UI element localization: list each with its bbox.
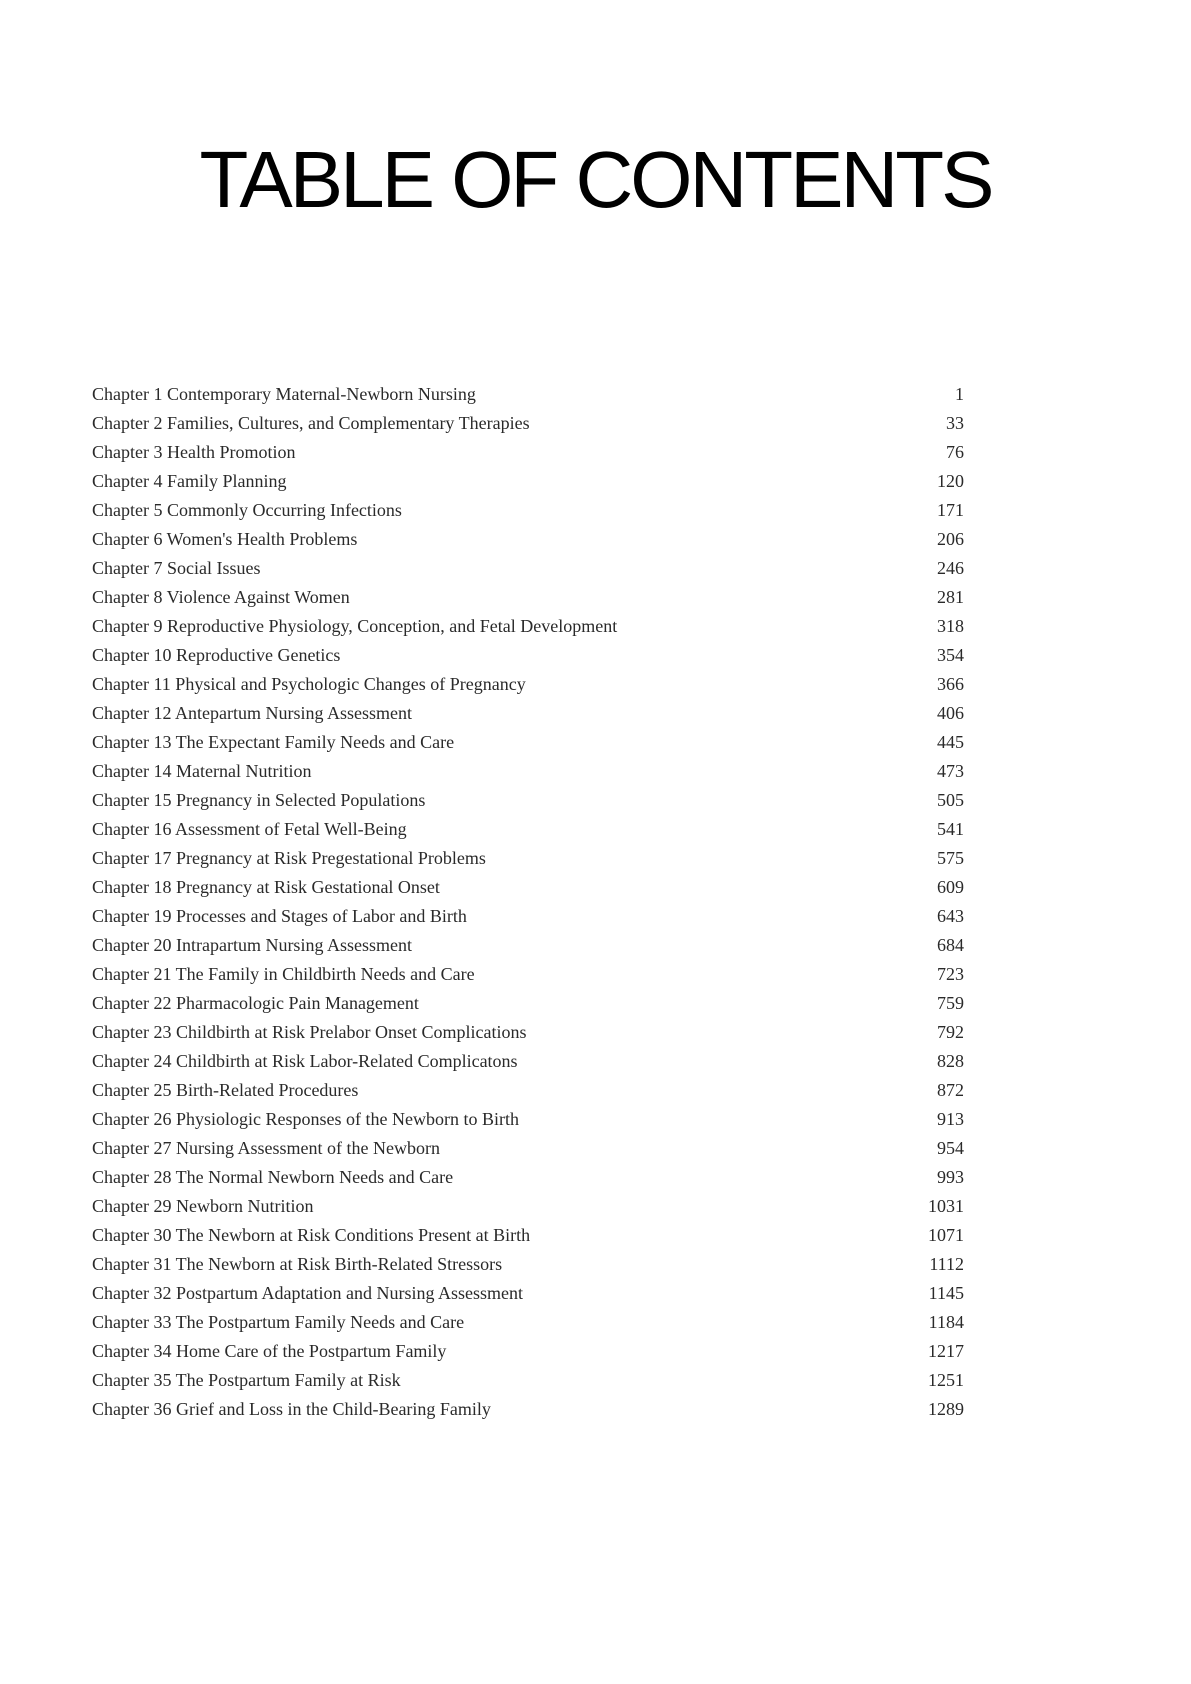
toc-row — [92, 960, 964, 989]
toc-row — [92, 1250, 964, 1279]
chapter-page-number: 406 — [937, 703, 964, 723]
chapter-title: Chapter 35 The Postpartum Family at Risk — [92, 1370, 401, 1390]
chapter-page-number: 913 — [937, 1109, 964, 1129]
toc-row — [92, 1163, 964, 1192]
toc-row — [92, 1279, 964, 1308]
chapter-title: Chapter 9 Reproductive Physiology, Conception, and Fetal Development — [92, 616, 618, 636]
chapter-title: Chapter 21 The Family in Childbirth Needs and Care — [92, 964, 475, 984]
chapter-title: Chapter 16 Assessment of Fetal Well-Being — [92, 819, 407, 839]
chapter-page-number: 1145 — [928, 1283, 964, 1303]
toc-row — [92, 1308, 964, 1337]
chapter-title: Chapter 13 The Expectant Family Needs and Care — [92, 732, 455, 752]
chapter-title: Chapter 1 Contemporary Maternal-Newborn Nursing — [92, 384, 476, 404]
chapter-title: Chapter 3 Health Promotion — [92, 442, 296, 462]
chapter-page-number: 828 — [937, 1051, 964, 1071]
toc-row — [92, 1018, 964, 1047]
chapter-page-number: 1 — [955, 384, 964, 404]
chapter-page-number: 76 — [946, 442, 964, 462]
chapter-title: Chapter 22 Pharmacologic Pain Management — [92, 993, 419, 1013]
toc-row — [92, 380, 964, 409]
chapter-title: Chapter 30 The Newborn at Risk Conditions Present at Birth — [92, 1225, 531, 1245]
toc-row — [92, 1105, 964, 1134]
chapter-title: Chapter 26 Physiologic Responses of the Newborn to Birth — [92, 1109, 519, 1129]
chapter-title: Chapter 25 Birth-Related Procedures — [92, 1080, 359, 1100]
toc-row — [92, 1047, 964, 1076]
toc-row — [92, 467, 964, 496]
toc-row — [92, 496, 964, 525]
toc-row — [92, 699, 964, 728]
chapter-page-number: 792 — [937, 1022, 964, 1042]
chapter-page-number: 1112 — [929, 1254, 964, 1274]
toc-row — [92, 728, 964, 757]
toc-row — [92, 1134, 964, 1163]
chapter-title: Chapter 15 Pregnancy in Selected Populations — [92, 790, 426, 810]
chapter-page-number: 366 — [937, 674, 964, 694]
toc-row — [92, 757, 964, 786]
page-title: TABLE OF CONTENTS — [199, 135, 992, 224]
toc-row — [92, 1076, 964, 1105]
chapter-title: Chapter 24 Childbirth at Risk Labor-Related Complicatons — [92, 1051, 518, 1071]
chapter-title: Chapter 34 Home Care of the Postpartum Family — [92, 1341, 447, 1361]
toc-row — [92, 525, 964, 554]
chapter-page-number: 505 — [937, 790, 964, 810]
chapter-title: Chapter 7 Social Issues — [92, 558, 261, 578]
chapter-title: Chapter 33 The Postpartum Family Needs and Care — [92, 1312, 465, 1332]
chapter-page-number: 1217 — [928, 1341, 964, 1361]
chapter-page-number: 643 — [937, 906, 964, 926]
toc-row — [92, 815, 964, 844]
toc-row — [92, 1395, 964, 1424]
chapter-title: Chapter 36 Grief and Loss in the Child-Bearing Family — [92, 1399, 491, 1419]
chapter-title: Chapter 10 Reproductive Genetics — [92, 645, 341, 665]
chapter-title: Chapter 28 The Normal Newborn Needs and Care — [92, 1167, 454, 1187]
chapter-title: Chapter 4 Family Planning — [92, 471, 287, 491]
toc-row — [92, 1192, 964, 1221]
chapter-page-number: 723 — [937, 964, 964, 984]
chapter-title: Chapter 29 Newborn Nutrition — [92, 1196, 314, 1216]
chapter-title: Chapter 2 Families, Cultures, and Complementary Therapies — [92, 413, 530, 433]
toc-row — [92, 438, 964, 467]
chapter-page-number: 281 — [937, 587, 964, 607]
toc-row — [92, 612, 964, 641]
toc-row — [92, 409, 964, 438]
toc-row — [92, 786, 964, 815]
toc-row — [92, 670, 964, 699]
toc-row — [92, 902, 964, 931]
chapter-page-number: 318 — [937, 616, 964, 636]
toc-row — [92, 989, 964, 1018]
chapter-title: Chapter 17 Pregnancy at Risk Pregestational Problems — [92, 848, 486, 868]
chapter-title: Chapter 14 Maternal Nutrition — [92, 761, 312, 781]
chapter-title: Chapter 31 The Newborn at Risk Birth-Related Stressors — [92, 1254, 503, 1274]
toc-row — [92, 1221, 964, 1250]
chapter-title: Chapter 5 Commonly Occurring Infections — [92, 500, 402, 520]
chapter-page-number: 541 — [937, 819, 964, 839]
chapter-title: Chapter 20 Intrapartum Nursing Assessment — [92, 935, 412, 955]
chapter-page-number: 33 — [946, 413, 964, 433]
toc-row — [92, 554, 964, 583]
chapter-title: Chapter 11 Physical and Psychologic Changes of Pregnancy — [92, 674, 526, 694]
chapter-page-number: 759 — [937, 993, 964, 1013]
chapter-title: Chapter 23 Childbirth at Risk Prelabor Onset Complications — [92, 1022, 527, 1042]
chapter-title: Chapter 18 Pregnancy at Risk Gestational Onset — [92, 877, 440, 897]
chapter-page-number: 246 — [937, 558, 964, 578]
chapter-page-number: 1031 — [928, 1196, 964, 1216]
chapter-title: Chapter 8 Violence Against Women — [92, 587, 350, 607]
chapter-title: Chapter 32 Postpartum Adaptation and Nursing Assessment — [92, 1283, 523, 1303]
toc-row — [92, 1337, 964, 1366]
chapter-page-number: 872 — [937, 1080, 964, 1100]
chapter-page-number: 1251 — [928, 1370, 964, 1390]
toc-row — [92, 931, 964, 960]
toc-row — [92, 1366, 964, 1395]
chapter-page-number: 171 — [937, 500, 964, 520]
toc-row — [92, 844, 964, 873]
chapter-page-number: 206 — [937, 529, 964, 549]
chapter-page-number: 1071 — [928, 1225, 964, 1245]
table-of-contents — [92, 380, 964, 1424]
chapter-title: Chapter 19 Processes and Stages of Labor and Birth — [92, 906, 467, 926]
chapter-page-number: 684 — [937, 935, 964, 955]
toc-row — [92, 583, 964, 612]
toc-row — [92, 641, 964, 670]
chapter-page-number: 1184 — [928, 1312, 964, 1332]
chapter-page-number: 609 — [937, 877, 964, 897]
chapter-page-number: 120 — [937, 471, 964, 491]
chapter-title: Chapter 12 Antepartum Nursing Assessment — [92, 703, 412, 723]
chapter-page-number: 954 — [937, 1138, 964, 1158]
chapter-page-number: 993 — [937, 1167, 964, 1187]
chapter-page-number: 1289 — [928, 1399, 964, 1419]
chapter-title: Chapter 6 Women's Health Problems — [92, 529, 358, 549]
chapter-page-number: 445 — [937, 732, 964, 752]
toc-row — [92, 873, 964, 902]
chapter-page-number: 354 — [937, 645, 964, 665]
chapter-page-number: 473 — [937, 761, 964, 781]
chapter-title: Chapter 27 Nursing Assessment of the Newborn — [92, 1138, 440, 1158]
chapter-page-number: 575 — [937, 848, 964, 868]
